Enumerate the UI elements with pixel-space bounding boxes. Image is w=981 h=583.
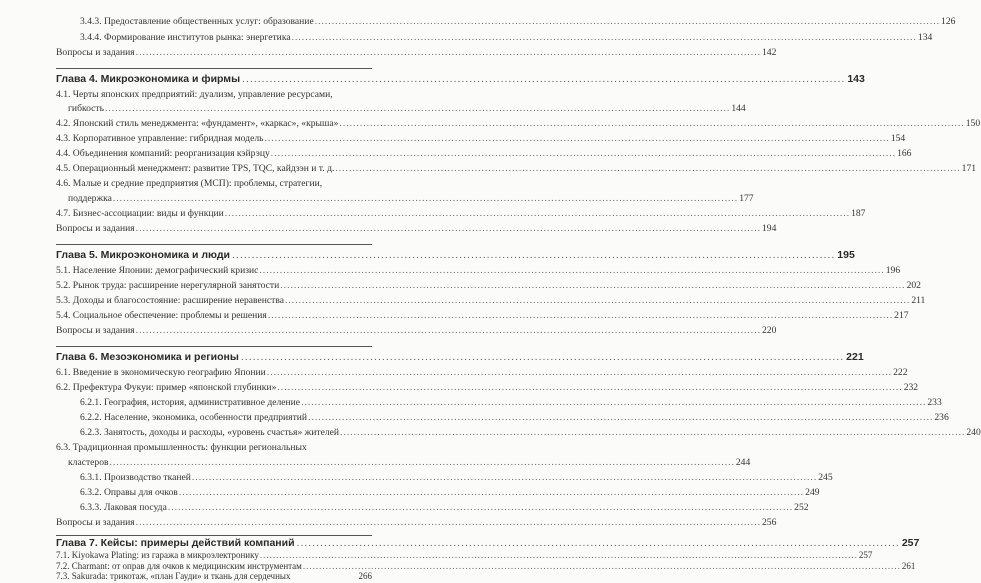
toc-entry[interactable] [56,380,919,396]
leader-dots [277,380,902,396]
toc-entry-title: 6.3.2. Оправы для очков [80,487,178,498]
toc-entry-title: 6.3. Традиционная промышленность: функции региональных [56,442,307,453]
toc-entry-page: 252 [794,502,809,513]
leader-dots [110,455,735,471]
toc-entry-page: 187 [851,208,866,219]
leader-dots [280,278,905,294]
toc-entry[interactable] [56,116,981,132]
chapter-title: Глава 5. Микроэкономика и люди [56,249,231,261]
chapter-heading[interactable] [56,69,865,89]
toc-entry[interactable] [56,131,906,147]
toc-entry-page: 233 [927,397,942,408]
toc-entry-title: 6.3.1. Производство тканей [80,472,191,483]
toc-entry[interactable] [56,308,909,324]
leader-dots [335,161,960,177]
toc-entry-title: Вопросы и задания [56,223,135,234]
toc-entry-title: 3.4.3. Предоставление общественных услуг: образование [80,16,314,27]
leader-dots [136,323,761,339]
leader-dots [315,14,940,30]
toc-entry-title: Вопросы и задания [56,517,135,528]
toc-entry-title: 6.2.2. Население, экономика, особенности предприятий [80,412,308,423]
toc-entry-title: 6.2.3. Занятость, доходы и расходы, «уровень счастья» жителей [80,427,340,438]
toc-entry[interactable] [56,293,926,309]
toc-entry-title: 5.3. Доходы и благосостояние: расширение неравенства [56,295,284,306]
toc-entry-title: 7.3. Sakurada: трикотаж, «план Гауди» и ткань для сердечных [56,571,291,581]
leader-dots [136,221,761,237]
chapter-title: Глава 6. Мезоэкономика и регионы [56,351,239,363]
leader-dots [292,30,917,46]
toc-entry-page: 236 [934,412,949,423]
toc-entry-page: 245 [818,472,833,483]
leader-dots [340,425,965,441]
toc-entry-page: 194 [761,223,777,234]
toc-entry[interactable] [56,515,777,531]
leader-dots [303,560,901,572]
toc-entry-title: 4.1. Черты японских предприятий: дуализм, управление ресурсами, [56,89,333,100]
toc-entry-page: 222 [893,367,908,378]
toc-entry[interactable] [56,485,820,501]
toc-entry-title: 4.7. Бизнес-ассоциации: виды и функции [56,208,224,219]
toc-entry[interactable] [56,278,921,294]
toc-entry[interactable] [56,455,751,471]
leader-dots [265,131,890,147]
toc-entry-page: 134 [917,32,933,43]
leader-dots [136,515,761,531]
toc-entry[interactable] [56,176,372,192]
chapter-page: 143 [847,73,865,85]
toc-entry[interactable] [56,146,912,162]
toc-entry[interactable] [56,206,866,222]
toc-entry-page: 257 [858,550,873,560]
chapter-title: Глава 4. Микроэкономика и фирмы [56,73,241,85]
toc-entry-title: поддержка [68,193,112,204]
toc-entry-page: 150 [965,118,981,129]
toc-entry[interactable] [56,263,901,279]
chapter-page: 221 [846,351,864,363]
toc-entry-title: 7.2. Charmant: от оправ для очков к медицинским инструментам [56,561,302,571]
toc-entry-page: 266 [358,571,372,581]
toc-entry-title: 4.5. Операционный менеджмент: развитие TPS, TQC, кайдзэн и т. д. [56,163,335,174]
toc-entry-page: 171 [961,163,977,174]
leader-dots [192,470,817,486]
leader-dots [271,146,896,162]
leader-dots [113,191,738,207]
chapter-page: 195 [837,249,855,261]
chapter-heading[interactable] [56,347,864,367]
toc-entry-page: 196 [885,265,901,276]
toc-entry[interactable] [56,425,981,441]
toc-entry[interactable] [310,570,372,582]
toc-entry-title: 5.2. Рынок труда: расширение нерегулярной занятости [56,280,280,291]
toc-entry-title: 6.2.1. География, история, административное деление [80,397,301,408]
leader-dots [339,116,964,132]
toc-entry-title: 6.1. Введение в экономическую географию Японии [56,367,266,378]
leader-dots [225,206,850,222]
leader-dots [179,485,804,501]
toc-entry-page: 256 [761,517,777,528]
toc-entry-title: Вопросы и задания [56,47,135,58]
leader-dots [285,293,910,309]
toc-entry[interactable] [56,191,754,207]
toc-entry[interactable] [56,14,956,30]
toc-entry-title: 4.6. Малые и средние предприятия (МСП): проблемы, стратегии, [56,178,323,189]
toc-entry-page: 202 [906,280,921,291]
toc-entry-page: 142 [761,47,777,58]
toc-entry-title: 7.1. Kiyokawa Plating: из гаража в микроэлектронику [56,550,259,560]
toc-entry-page: 177 [739,193,754,204]
leader-dots [267,365,892,381]
toc-entry-title: 4.4. Объединения компаний: реорганизация кэйрэцу [56,148,270,159]
toc-entry[interactable] [56,101,746,117]
toc-entry-title: 4.2. Японский стиль менеджмента: «фундамент», «каркас», «крыша» [56,118,339,129]
leader-dots [308,410,933,426]
toc-entry-page: 144 [731,103,746,114]
toc-entry[interactable] [56,45,777,61]
toc-entry-title: 6.3.3. Лаковая посуда [80,502,167,513]
toc-entry-page: 244 [735,457,751,468]
chapter-page: 257 [901,537,920,549]
chapter-heading[interactable] [56,245,855,265]
toc-entry[interactable] [56,221,777,237]
toc-entry-page: 217 [894,310,909,321]
toc-entry-title: 5.4. Социальное обеспечение: проблемы и решения [56,310,267,321]
leader-dots [301,395,926,411]
toc-entry-title: кластеров [68,457,109,468]
toc-entry-page: 249 [805,487,820,498]
toc-entry[interactable] [56,470,833,486]
toc-entry-page: 126 [941,16,956,27]
leader-dots [136,45,761,61]
toc-entry-title: гибкость [68,103,104,114]
toc-entry-title: 6.2. Префектура Фукуи: пример «японской глубинки» [56,382,277,393]
leader-dots [242,69,845,89]
toc-entry-title: Вопросы и задания [56,325,135,336]
leader-dots [268,308,893,324]
toc-entry-title: 4.3. Корпоративное управление: гибридная модель [56,133,264,144]
toc-entry[interactable] [56,323,777,339]
toc-entry-page: 232 [903,382,919,393]
leader-dots [232,245,835,265]
toc-entry[interactable] [56,161,977,177]
toc-entry[interactable] [56,410,949,426]
leader-dots [259,263,884,279]
toc-entry[interactable] [56,500,809,516]
chapter-title: Глава 7. Кейсы: примеры действий компаний [56,537,295,549]
toc-entry-page: 261 [901,561,916,571]
toc-entry-page: 220 [761,325,777,336]
toc-entry-page: 211 [911,295,926,306]
toc-entry-page: 154 [890,133,906,144]
toc-entry-page: 166 [897,148,912,159]
toc-entry-title: 5.1. Население Японии: демографический кризис [56,265,259,276]
leader-dots [105,101,730,117]
leader-dots [168,500,793,516]
toc-entry-page: 240 [966,427,981,438]
toc-entry-title: 3.4.4. Формирование институтов рынка: энергетика [80,32,291,43]
leader-dots [241,347,844,367]
toc-entry[interactable] [56,365,908,381]
toc-entry[interactable] [56,30,933,46]
toc-entry[interactable] [56,440,372,456]
toc-entry[interactable] [56,395,942,411]
